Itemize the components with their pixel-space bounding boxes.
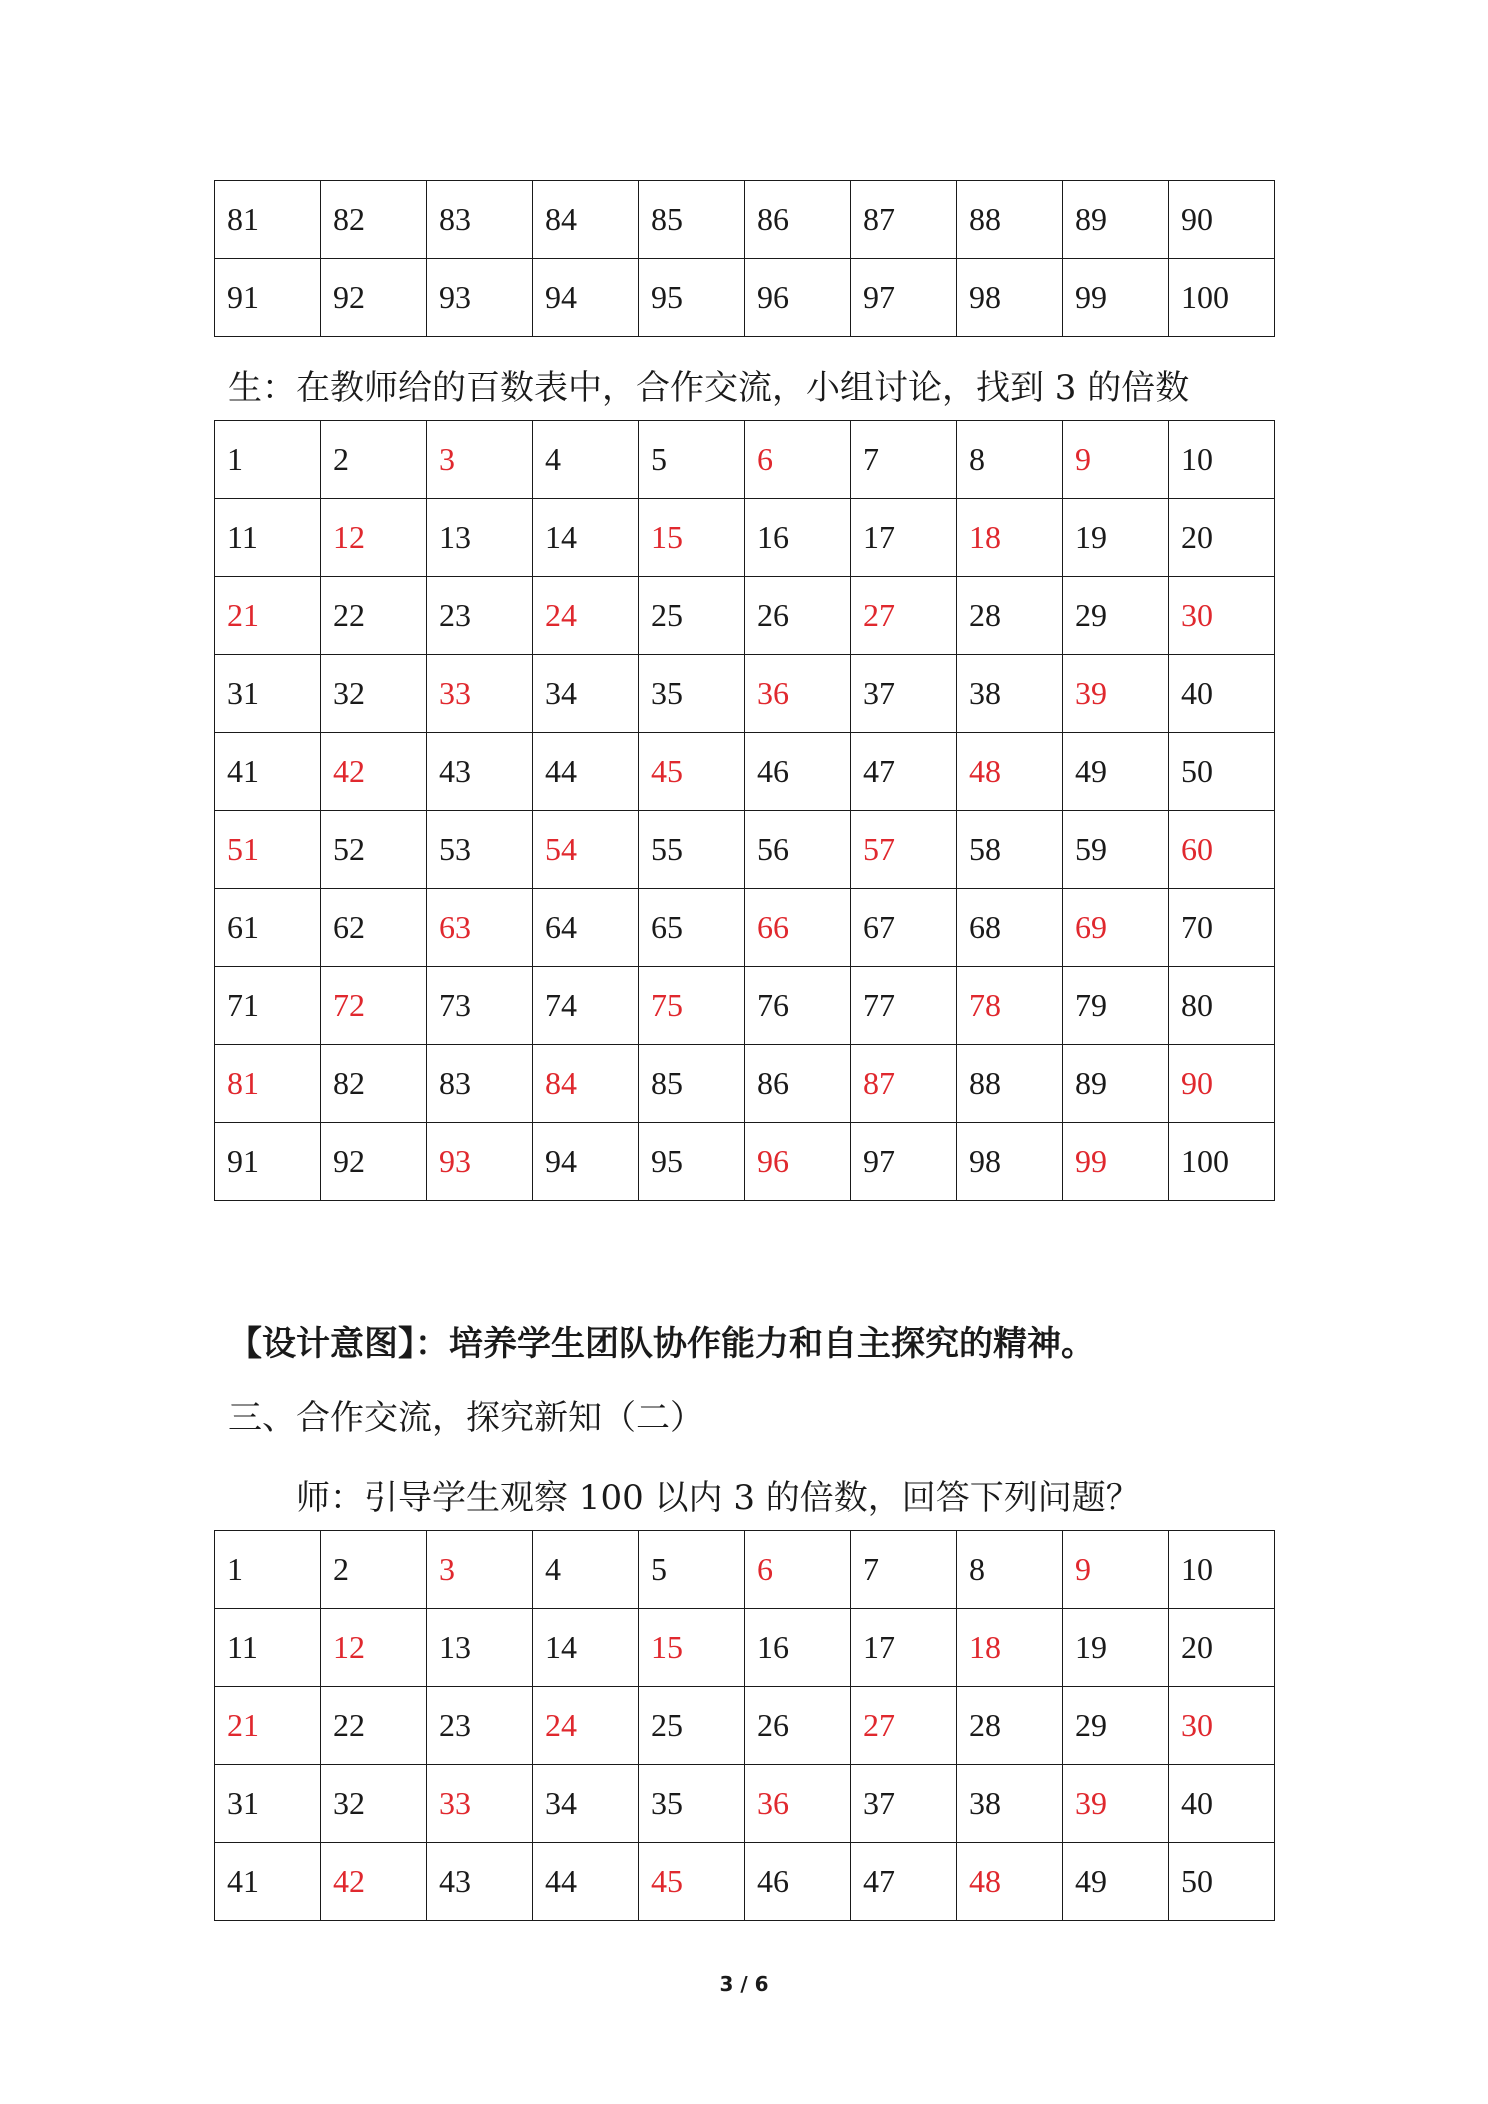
multiple-of-3-cell: 75 bbox=[639, 967, 745, 1045]
number-cell: 17 bbox=[851, 499, 957, 577]
multiple-of-3-cell: 21 bbox=[215, 577, 321, 655]
number-cell: 11 bbox=[215, 1609, 321, 1687]
hundred-table-top-fragment bbox=[214, 180, 1275, 337]
multiple-of-3-cell: 15 bbox=[639, 499, 745, 577]
multiple-of-3-cell: 60 bbox=[1169, 811, 1275, 889]
number-cell: 34 bbox=[533, 1765, 639, 1843]
number-cell: 86 bbox=[745, 181, 851, 259]
number-cell: 20 bbox=[1169, 499, 1275, 577]
number-cell: 23 bbox=[427, 577, 533, 655]
number-cell: 99 bbox=[1063, 259, 1169, 337]
number-cell: 62 bbox=[321, 889, 427, 967]
number-cell: 22 bbox=[321, 1687, 427, 1765]
number-cell: 82 bbox=[321, 181, 427, 259]
number-cell: 91 bbox=[215, 259, 321, 337]
table-row bbox=[215, 733, 1275, 811]
number-cell: 25 bbox=[639, 1687, 745, 1765]
number-cell: 35 bbox=[639, 655, 745, 733]
number-cell: 55 bbox=[639, 811, 745, 889]
number-cell: 41 bbox=[215, 1843, 321, 1921]
number-cell: 5 bbox=[639, 421, 745, 499]
multiple-of-3-cell: 48 bbox=[957, 733, 1063, 811]
number-cell: 58 bbox=[957, 811, 1063, 889]
number-cell: 40 bbox=[1169, 1765, 1275, 1843]
number-cell: 59 bbox=[1063, 811, 1169, 889]
number-cell: 81 bbox=[215, 181, 321, 259]
multiple-of-3-cell: 12 bbox=[321, 1609, 427, 1687]
number-cell: 26 bbox=[745, 577, 851, 655]
multiple-of-3-cell: 3 bbox=[427, 1531, 533, 1609]
number-cell: 61 bbox=[215, 889, 321, 967]
number-cell: 50 bbox=[1169, 733, 1275, 811]
multiple-of-3-cell: 33 bbox=[427, 655, 533, 733]
number-cell: 46 bbox=[745, 1843, 851, 1921]
table-row bbox=[215, 889, 1275, 967]
table-row bbox=[215, 655, 1275, 733]
number-cell: 32 bbox=[321, 655, 427, 733]
number-cell: 85 bbox=[639, 1045, 745, 1123]
number-cell: 87 bbox=[851, 181, 957, 259]
number-cell: 64 bbox=[533, 889, 639, 967]
number-cell: 16 bbox=[745, 1609, 851, 1687]
multiple-of-3-cell: 45 bbox=[639, 733, 745, 811]
number-cell: 13 bbox=[427, 1609, 533, 1687]
number-cell: 11 bbox=[215, 499, 321, 577]
number-cell: 19 bbox=[1063, 499, 1169, 577]
number-cell: 83 bbox=[427, 1045, 533, 1123]
multiple-of-3-cell: 24 bbox=[533, 1687, 639, 1765]
number-cell: 35 bbox=[639, 1765, 745, 1843]
multiple-of-3-cell: 57 bbox=[851, 811, 957, 889]
number-cell: 92 bbox=[321, 1123, 427, 1201]
number-cell: 91 bbox=[215, 1123, 321, 1201]
student-instruction: 生：在教师给的百数表中，合作交流，小组讨论，找到 3 的倍数 bbox=[228, 368, 1190, 408]
number-cell: 44 bbox=[533, 733, 639, 811]
number-cell: 100 bbox=[1169, 259, 1275, 337]
number-cell: 86 bbox=[745, 1045, 851, 1123]
table-row bbox=[215, 1531, 1275, 1609]
number-cell: 71 bbox=[215, 967, 321, 1045]
number-cell: 37 bbox=[851, 1765, 957, 1843]
number-cell: 2 bbox=[321, 421, 427, 499]
number-cell: 85 bbox=[639, 181, 745, 259]
multiple-of-3-cell: 9 bbox=[1063, 421, 1169, 499]
number-cell: 8 bbox=[957, 421, 1063, 499]
multiple-of-3-cell: 30 bbox=[1169, 1687, 1275, 1765]
multiple-of-3-cell: 63 bbox=[427, 889, 533, 967]
number-cell: 79 bbox=[1063, 967, 1169, 1045]
multiple-of-3-cell: 42 bbox=[321, 733, 427, 811]
number-cell: 37 bbox=[851, 655, 957, 733]
number-cell: 89 bbox=[1063, 1045, 1169, 1123]
multiple-of-3-cell: 99 bbox=[1063, 1123, 1169, 1201]
multiple-of-3-cell: 51 bbox=[215, 811, 321, 889]
number-cell: 77 bbox=[851, 967, 957, 1045]
number-cell: 89 bbox=[1063, 181, 1169, 259]
teacher-instruction: 师：引导学生观察 100 以内 3 的倍数，回答下列问题？ bbox=[296, 1478, 1140, 1518]
number-cell: 23 bbox=[427, 1687, 533, 1765]
multiple-of-3-cell: 78 bbox=[957, 967, 1063, 1045]
number-cell: 28 bbox=[957, 1687, 1063, 1765]
multiple-of-3-cell: 24 bbox=[533, 577, 639, 655]
number-cell: 44 bbox=[533, 1843, 639, 1921]
number-cell: 95 bbox=[639, 259, 745, 337]
number-cell: 2 bbox=[321, 1531, 427, 1609]
number-cell: 1 bbox=[215, 421, 321, 499]
number-cell: 43 bbox=[427, 733, 533, 811]
number-cell: 49 bbox=[1063, 733, 1169, 811]
number-cell: 49 bbox=[1063, 1843, 1169, 1921]
number-cell: 34 bbox=[533, 655, 639, 733]
table-row bbox=[215, 1123, 1275, 1201]
number-cell: 14 bbox=[533, 499, 639, 577]
multiple-of-3-cell: 39 bbox=[1063, 1765, 1169, 1843]
number-cell: 95 bbox=[639, 1123, 745, 1201]
number-cell: 56 bbox=[745, 811, 851, 889]
table-row bbox=[215, 1045, 1275, 1123]
multiple-of-3-cell: 9 bbox=[1063, 1531, 1169, 1609]
table-row bbox=[215, 967, 1275, 1045]
number-cell: 73 bbox=[427, 967, 533, 1045]
number-cell: 16 bbox=[745, 499, 851, 577]
multiple-of-3-cell: 93 bbox=[427, 1123, 533, 1201]
table-row bbox=[215, 1687, 1275, 1765]
number-cell: 47 bbox=[851, 1843, 957, 1921]
number-cell: 65 bbox=[639, 889, 745, 967]
number-cell: 82 bbox=[321, 1045, 427, 1123]
number-cell: 93 bbox=[427, 259, 533, 337]
multiple-of-3-cell: 33 bbox=[427, 1765, 533, 1843]
number-cell: 47 bbox=[851, 733, 957, 811]
multiple-of-3-cell: 27 bbox=[851, 577, 957, 655]
number-cell: 20 bbox=[1169, 1609, 1275, 1687]
number-cell: 94 bbox=[533, 259, 639, 337]
number-cell: 68 bbox=[957, 889, 1063, 967]
multiple-of-3-cell: 96 bbox=[745, 1123, 851, 1201]
multiple-of-3-cell: 39 bbox=[1063, 655, 1169, 733]
multiple-of-3-cell: 54 bbox=[533, 811, 639, 889]
number-cell: 88 bbox=[957, 1045, 1063, 1123]
multiple-of-3-cell: 72 bbox=[321, 967, 427, 1045]
table-row bbox=[215, 1765, 1275, 1843]
table-row bbox=[215, 1609, 1275, 1687]
multiple-of-3-cell: 18 bbox=[957, 499, 1063, 577]
number-cell: 4 bbox=[533, 1531, 639, 1609]
number-cell: 10 bbox=[1169, 1531, 1275, 1609]
multiple-of-3-cell: 36 bbox=[745, 1765, 851, 1843]
number-cell: 13 bbox=[427, 499, 533, 577]
number-cell: 8 bbox=[957, 1531, 1063, 1609]
number-cell: 29 bbox=[1063, 577, 1169, 655]
number-cell: 38 bbox=[957, 655, 1063, 733]
number-cell: 29 bbox=[1063, 1687, 1169, 1765]
number-cell: 28 bbox=[957, 577, 1063, 655]
number-cell: 83 bbox=[427, 181, 533, 259]
number-cell: 94 bbox=[533, 1123, 639, 1201]
multiple-of-3-cell: 42 bbox=[321, 1843, 427, 1921]
number-cell: 67 bbox=[851, 889, 957, 967]
number-cell: 31 bbox=[215, 1765, 321, 1843]
number-cell: 88 bbox=[957, 181, 1063, 259]
table-row bbox=[215, 181, 1275, 259]
hundred-table-partial bbox=[214, 1530, 1275, 1921]
multiple-of-3-cell: 6 bbox=[745, 1531, 851, 1609]
number-cell: 70 bbox=[1169, 889, 1275, 967]
number-cell: 43 bbox=[427, 1843, 533, 1921]
number-cell: 10 bbox=[1169, 421, 1275, 499]
number-cell: 38 bbox=[957, 1765, 1063, 1843]
number-cell: 25 bbox=[639, 577, 745, 655]
number-cell: 40 bbox=[1169, 655, 1275, 733]
multiple-of-3-cell: 84 bbox=[533, 1045, 639, 1123]
multiple-of-3-cell: 18 bbox=[957, 1609, 1063, 1687]
number-cell: 14 bbox=[533, 1609, 639, 1687]
number-cell: 31 bbox=[215, 655, 321, 733]
number-cell: 98 bbox=[957, 259, 1063, 337]
multiple-of-3-cell: 66 bbox=[745, 889, 851, 967]
multiple-of-3-cell: 81 bbox=[215, 1045, 321, 1123]
number-cell: 1 bbox=[215, 1531, 321, 1609]
number-cell: 98 bbox=[957, 1123, 1063, 1201]
number-cell: 19 bbox=[1063, 1609, 1169, 1687]
multiple-of-3-cell: 3 bbox=[427, 421, 533, 499]
table-row bbox=[215, 259, 1275, 337]
multiple-of-3-cell: 27 bbox=[851, 1687, 957, 1765]
multiple-of-3-cell: 15 bbox=[639, 1609, 745, 1687]
table-row bbox=[215, 577, 1275, 655]
number-cell: 52 bbox=[321, 811, 427, 889]
multiple-of-3-cell: 87 bbox=[851, 1045, 957, 1123]
number-cell: 4 bbox=[533, 421, 639, 499]
number-cell: 46 bbox=[745, 733, 851, 811]
multiple-of-3-cell: 6 bbox=[745, 421, 851, 499]
table-row bbox=[215, 499, 1275, 577]
multiple-of-3-cell: 90 bbox=[1169, 1045, 1275, 1123]
number-cell: 100 bbox=[1169, 1123, 1275, 1201]
table-row bbox=[215, 1843, 1275, 1921]
multiple-of-3-cell: 36 bbox=[745, 655, 851, 733]
multiple-of-3-cell: 21 bbox=[215, 1687, 321, 1765]
number-cell: 41 bbox=[215, 733, 321, 811]
multiple-of-3-cell: 48 bbox=[957, 1843, 1063, 1921]
page-number: 3 / 6 bbox=[719, 1972, 769, 1996]
number-cell: 26 bbox=[745, 1687, 851, 1765]
number-cell: 76 bbox=[745, 967, 851, 1045]
number-cell: 53 bbox=[427, 811, 533, 889]
number-cell: 22 bbox=[321, 577, 427, 655]
number-cell: 84 bbox=[533, 181, 639, 259]
multiple-of-3-cell: 45 bbox=[639, 1843, 745, 1921]
number-cell: 90 bbox=[1169, 181, 1275, 259]
number-cell: 80 bbox=[1169, 967, 1275, 1045]
table-row bbox=[215, 421, 1275, 499]
multiple-of-3-cell: 30 bbox=[1169, 577, 1275, 655]
number-cell: 74 bbox=[533, 967, 639, 1045]
design-intent: 【设计意图】：培养学生团队协作能力和自主探究的精神。 bbox=[228, 1324, 1095, 1364]
table-row bbox=[215, 811, 1275, 889]
number-cell: 92 bbox=[321, 259, 427, 337]
hundred-table-multiples-of-3 bbox=[214, 420, 1275, 1201]
section-heading: 三、合作交流，探究新知（二） bbox=[228, 1398, 704, 1438]
number-cell: 7 bbox=[851, 421, 957, 499]
multiple-of-3-cell: 69 bbox=[1063, 889, 1169, 967]
number-cell: 5 bbox=[639, 1531, 745, 1609]
number-cell: 50 bbox=[1169, 1843, 1275, 1921]
number-cell: 17 bbox=[851, 1609, 957, 1687]
number-cell: 32 bbox=[321, 1765, 427, 1843]
number-cell: 97 bbox=[851, 1123, 957, 1201]
multiple-of-3-cell: 12 bbox=[321, 499, 427, 577]
number-cell: 7 bbox=[851, 1531, 957, 1609]
number-cell: 97 bbox=[851, 259, 957, 337]
number-cell: 96 bbox=[745, 259, 851, 337]
